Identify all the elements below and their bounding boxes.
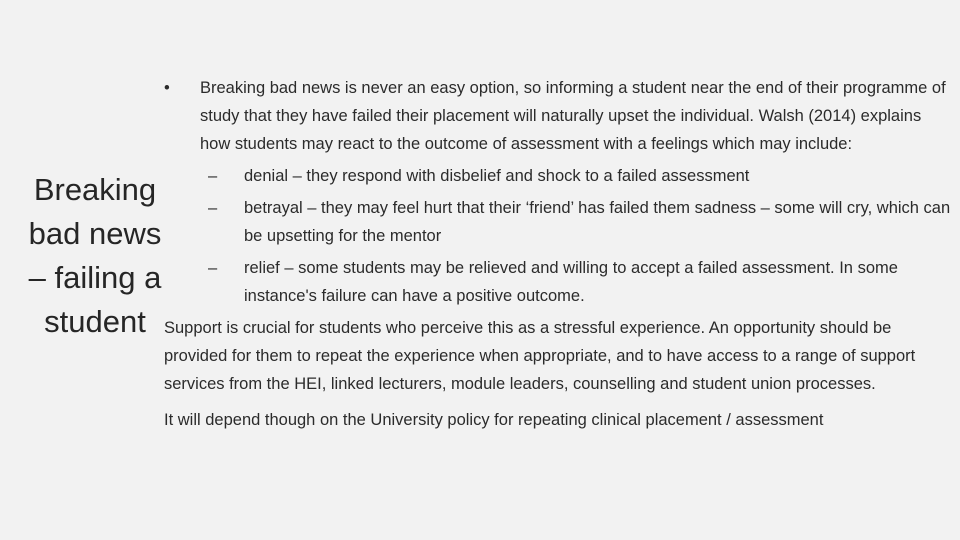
policy-paragraph: It will depend though on the University policy for repeating clinical placement / assessment (164, 411, 824, 429)
slide-content (164, 74, 954, 434)
slide-title (20, 168, 170, 344)
sub-bullet-text: betrayal – they may feel hurt that their ‘friend’ has failed them sadness – some will cry, which can be upsetting for the mentor (244, 199, 951, 245)
bullet-text: Breaking bad news is never an easy option, so informing a student near the end of their programme of study that they have failed their placement will naturally upset the individual. Walsh (2014) explains how students may react to the outcome of assessment with a feelings which may include: (200, 79, 946, 153)
title-line: student (44, 304, 146, 339)
title-line: bad news (28, 216, 162, 251)
sub-bullet-text: relief – some students may be relieved and willing to accept a failed assessment. In some instance's failure can have a positive outcome. (244, 259, 898, 305)
support-paragraph: Support is crucial for students who perceive this as a stressful experience. An opportunity should be provided for them to repeat the experience when appropriate, and to have access to a range of support services from the HEI, linked lecturers, module leaders, counselling and student union processes. (164, 319, 916, 393)
sub-bullet-item (164, 194, 954, 250)
title-line: Breaking (33, 172, 157, 207)
dash-marker: – (208, 259, 218, 277)
dash-marker: – (208, 167, 218, 185)
sub-bullet-text: denial – they respond with disbelief and shock to a failed assessment (244, 167, 750, 185)
main-bullet (164, 74, 954, 158)
dash-marker: – (208, 199, 218, 217)
title-line: – failing a (28, 260, 162, 295)
sub-bullet-item (164, 254, 954, 310)
bullet-marker: • (164, 79, 170, 97)
sub-bullet-list (164, 162, 954, 310)
sub-bullet-item (164, 162, 954, 190)
